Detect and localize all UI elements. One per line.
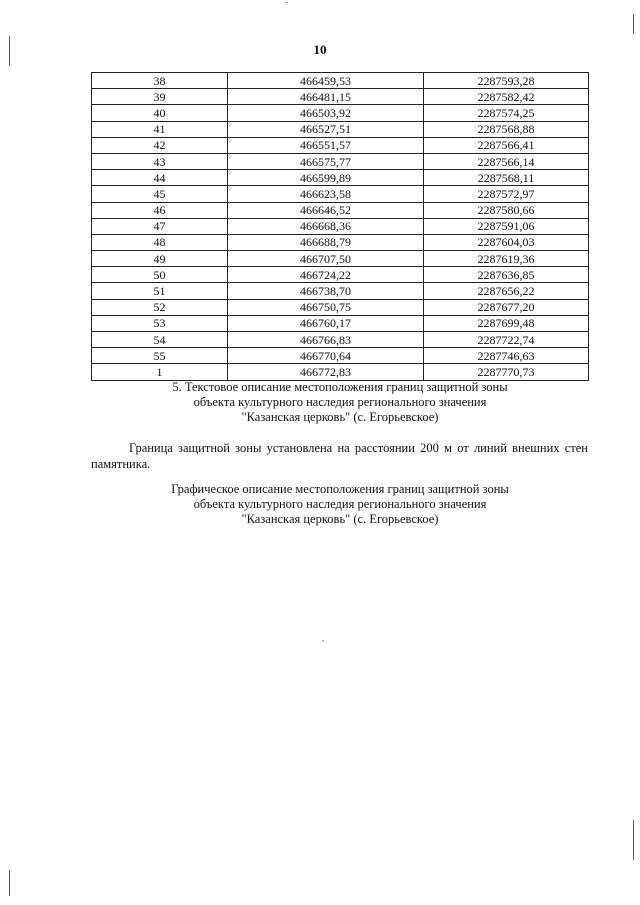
x-coordinate-cell: 466766,83 bbox=[228, 332, 424, 348]
table-row bbox=[92, 137, 589, 153]
scan-margin-mark bbox=[9, 870, 10, 896]
y-coordinate-cell: 2287574,25 bbox=[424, 105, 589, 121]
table-row bbox=[92, 121, 589, 137]
table-row bbox=[92, 234, 589, 250]
y-coordinate-cell: 2287699,48 bbox=[424, 315, 589, 331]
table-row bbox=[92, 105, 589, 121]
point-number-cell: 54 bbox=[92, 332, 228, 348]
scan-margin-mark bbox=[633, 820, 634, 860]
x-coordinate-cell: 466760,17 bbox=[228, 315, 424, 331]
y-coordinate-cell: 2287746,63 bbox=[424, 348, 589, 364]
y-coordinate-cell: 2287770,73 bbox=[424, 364, 589, 380]
x-coordinate-cell: 466738,70 bbox=[228, 283, 424, 299]
graphic-description-heading bbox=[0, 482, 640, 527]
table-row bbox=[92, 218, 589, 234]
section-5-heading-line: "Казанская церковь" (с. Егорьевское) bbox=[241, 410, 439, 424]
table-row bbox=[92, 170, 589, 186]
point-number-cell: 44 bbox=[92, 170, 228, 186]
y-coordinate-cell: 2287568,11 bbox=[424, 170, 589, 186]
table-row bbox=[92, 186, 589, 202]
graphic-heading-line: "Казанская церковь" (с. Егорьевское) bbox=[241, 512, 439, 526]
point-number-cell: 38 bbox=[92, 73, 228, 89]
x-coordinate-cell: 466623,58 bbox=[228, 186, 424, 202]
coordinates-table bbox=[91, 72, 589, 381]
y-coordinate-cell: 2287604,03 bbox=[424, 234, 589, 250]
x-coordinate-cell: 466459,53 bbox=[228, 73, 424, 89]
y-coordinate-cell: 2287591,06 bbox=[424, 218, 589, 234]
x-coordinate-cell: 466599,89 bbox=[228, 170, 424, 186]
x-coordinate-cell: 466707,50 bbox=[228, 251, 424, 267]
point-number-cell: 39 bbox=[92, 89, 228, 105]
table-row bbox=[92, 202, 589, 218]
y-coordinate-cell: 2287572,97 bbox=[424, 186, 589, 202]
x-coordinate-cell: 466575,77 bbox=[228, 153, 424, 169]
point-number-cell: 49 bbox=[92, 251, 228, 267]
x-coordinate-cell: 466750,75 bbox=[228, 299, 424, 315]
y-coordinate-cell: 2287722,74 bbox=[424, 332, 589, 348]
point-number-cell: 53 bbox=[92, 315, 228, 331]
table-row bbox=[92, 315, 589, 331]
table-row bbox=[92, 364, 589, 380]
point-number-cell: 47 bbox=[92, 218, 228, 234]
y-coordinate-cell: 2287619,36 bbox=[424, 251, 589, 267]
y-coordinate-cell: 2287568,88 bbox=[424, 121, 589, 137]
point-number-cell: 40 bbox=[92, 105, 228, 121]
point-number-cell: 1 bbox=[92, 364, 228, 380]
table-row bbox=[92, 153, 589, 169]
scan-margin-mark bbox=[633, 14, 634, 34]
table-row bbox=[92, 332, 589, 348]
point-number-cell: 43 bbox=[92, 153, 228, 169]
table-row bbox=[92, 283, 589, 299]
y-coordinate-cell: 2287566,14 bbox=[424, 153, 589, 169]
point-number-cell: 52 bbox=[92, 299, 228, 315]
section-5-heading-line: 5. Текстовое описание местоположения границ защитной зоны bbox=[172, 380, 508, 394]
x-coordinate-cell: 466481,15 bbox=[228, 89, 424, 105]
x-coordinate-cell: 466527,51 bbox=[228, 121, 424, 137]
y-coordinate-cell: 2287582,42 bbox=[424, 89, 589, 105]
point-number-cell: 55 bbox=[92, 348, 228, 364]
scan-speck bbox=[286, 2, 288, 3]
zone-description-paragraph: Граница защитной зоны установлена на расстоянии 200 м от линий внешних стен памятника. bbox=[91, 441, 588, 471]
x-coordinate-cell: 466503,92 bbox=[228, 105, 424, 121]
point-number-cell: 42 bbox=[92, 137, 228, 153]
graphic-heading-line: объекта культурного наследия регионального значения bbox=[193, 497, 487, 511]
x-coordinate-cell: 466646,52 bbox=[228, 202, 424, 218]
y-coordinate-cell: 2287656,22 bbox=[424, 283, 589, 299]
y-coordinate-cell: 2287677,20 bbox=[424, 299, 589, 315]
point-number-cell: 50 bbox=[92, 267, 228, 283]
point-number-cell: 48 bbox=[92, 234, 228, 250]
scan-speck bbox=[322, 640, 324, 641]
table-row bbox=[92, 348, 589, 364]
coordinates-table-body bbox=[92, 73, 589, 381]
point-number-cell: 51 bbox=[92, 283, 228, 299]
point-number-cell: 46 bbox=[92, 202, 228, 218]
x-coordinate-cell: 466724,22 bbox=[228, 267, 424, 283]
table-row bbox=[92, 251, 589, 267]
table-row bbox=[92, 267, 589, 283]
x-coordinate-cell: 466688,79 bbox=[228, 234, 424, 250]
table-row bbox=[92, 89, 589, 105]
x-coordinate-cell: 466551,57 bbox=[228, 137, 424, 153]
x-coordinate-cell: 466770,64 bbox=[228, 348, 424, 364]
y-coordinate-cell: 2287636,85 bbox=[424, 267, 589, 283]
y-coordinate-cell: 2287593,28 bbox=[424, 73, 589, 89]
graphic-heading-line: Графическое описание местоположения границ защитной зоны bbox=[171, 482, 509, 496]
page-number: 10 bbox=[313, 42, 327, 57]
section-5-heading bbox=[0, 380, 640, 425]
point-number-cell: 41 bbox=[92, 121, 228, 137]
table-row bbox=[92, 299, 589, 315]
section-5-heading-line: объекта культурного наследия регионального значения bbox=[193, 395, 487, 409]
y-coordinate-cell: 2287566,41 bbox=[424, 137, 589, 153]
point-number-cell: 45 bbox=[92, 186, 228, 202]
x-coordinate-cell: 466668,36 bbox=[228, 218, 424, 234]
table-row bbox=[92, 73, 589, 89]
x-coordinate-cell: 466772,83 bbox=[228, 364, 424, 380]
y-coordinate-cell: 2287580,66 bbox=[424, 202, 589, 218]
